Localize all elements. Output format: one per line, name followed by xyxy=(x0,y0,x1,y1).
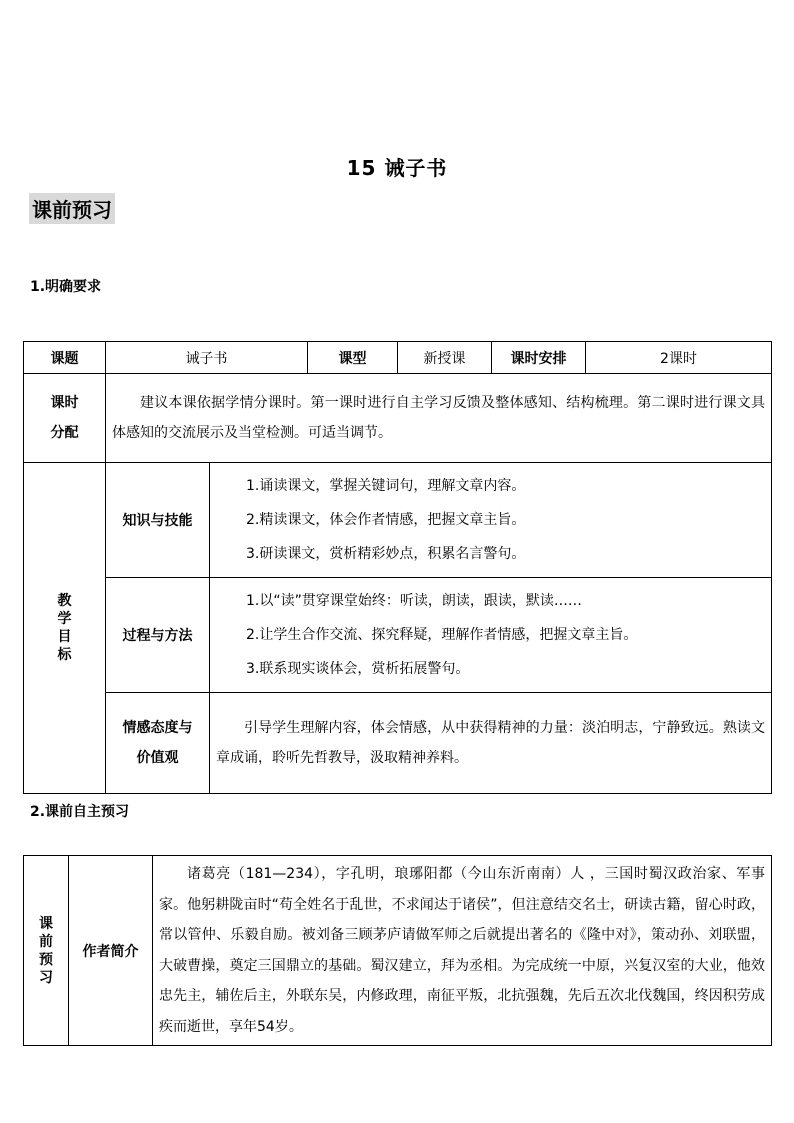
table-row xyxy=(24,578,772,693)
process-cell xyxy=(210,578,772,693)
emotion-label-line1: 情感态度与 xyxy=(122,720,193,736)
course-schedule: 2课时 xyxy=(586,342,772,374)
table-row xyxy=(24,693,772,794)
table-row xyxy=(24,856,772,1046)
emotion-label-line2: 价值观 xyxy=(136,750,179,766)
process-item: 1.以“读”贯穿课堂始终：听读，朗读，跟读，默读…… xyxy=(246,593,582,609)
goals-label-cell xyxy=(24,463,106,794)
author-label: 作者简介 xyxy=(69,856,153,1046)
knowledge-item: 1.诵读课文，掌握关键词句，理解文章内容。 xyxy=(246,478,526,494)
table-row xyxy=(24,374,772,463)
emotion-label-cell xyxy=(106,693,210,794)
preview-side-label: 课前预习 xyxy=(39,915,53,986)
lesson-plan-table xyxy=(23,341,772,794)
author-cell xyxy=(153,856,772,1046)
process-item: 3.联系现实谈体会，赏析拓展警句。 xyxy=(246,661,470,677)
heading-requirements: 1.明确要求 xyxy=(30,279,102,295)
course-name: 诫子书 xyxy=(106,342,308,374)
header-schedule-label: 课时安排 xyxy=(492,342,586,374)
process-label: 过程与方法 xyxy=(106,578,210,693)
allocation-label xyxy=(24,374,106,463)
heading-self-preview: 2.课前自主预习 xyxy=(30,804,130,820)
allocation-label-line1: 课时 xyxy=(50,395,79,411)
table-row xyxy=(24,463,772,578)
knowledge-label: 知识与技能 xyxy=(106,463,210,578)
knowledge-cell xyxy=(210,463,772,578)
lesson-title: 15 诫子书 xyxy=(346,156,448,180)
preview-table xyxy=(23,855,772,1046)
preview-side-label-cell xyxy=(24,856,69,1046)
table-row xyxy=(24,342,772,374)
header-course-label: 课题 xyxy=(24,342,106,374)
process-item: 2.让学生合作交流、探究释疑，理解作者情感，把握文章主旨。 xyxy=(246,627,638,643)
course-type: 新授课 xyxy=(398,342,492,374)
knowledge-item: 2.精读课文，体会作者情感，把握文章主旨。 xyxy=(246,512,526,528)
emotion-cell xyxy=(210,693,772,794)
allocation-cell xyxy=(106,374,772,463)
allocation-label-line2: 分配 xyxy=(50,425,79,441)
author-text: 诸葛亮（181—234），字孔明，琅琊阳都（今山东沂南南）人 ，三国时蜀汉政治家、军事家。他躬耕陇亩时“苟全姓名于乱世，不求闻达于诸侯”，但注意结交名士，研读古籍，留心时政，常以管仲、乐毅自励。被刘备三顾茅庐请做军师之后就提出著名的《隆中对》，策动孙、刘联盟，大破曹操，奠定三国鼎立的基础。蜀汉建立，拜为丞相。为完成统一中原，兴复汉室的大业，他效忠先主，辅佐后主，外联东吴，内修政理，南征平叛，北抗强魏，先后五次北伐魏国，终因积劳成疾而逝世，享年54岁。 xyxy=(159,866,765,1035)
section-label: 课前预习 xyxy=(29,193,115,224)
emotion-text: 引导学生理解内容，体会情感，从中获得精神的力量：淡泊明志，宁静致远。熟读文章成诵，聆听先哲教导，汲取精神养料。 xyxy=(216,720,765,766)
goals-label: 教学目标 xyxy=(57,593,72,663)
allocation-text: 建议本课依据学情分课时。第一课时进行自主学习反馈及整体感知、结构梳理。第二课时进行课文具体感知的交流展示及当堂检测。可适当调节。 xyxy=(112,395,765,441)
knowledge-item: 3.研读课文，赏析精彩妙点，积累名言警句。 xyxy=(246,546,526,562)
header-type-label: 课型 xyxy=(308,342,398,374)
